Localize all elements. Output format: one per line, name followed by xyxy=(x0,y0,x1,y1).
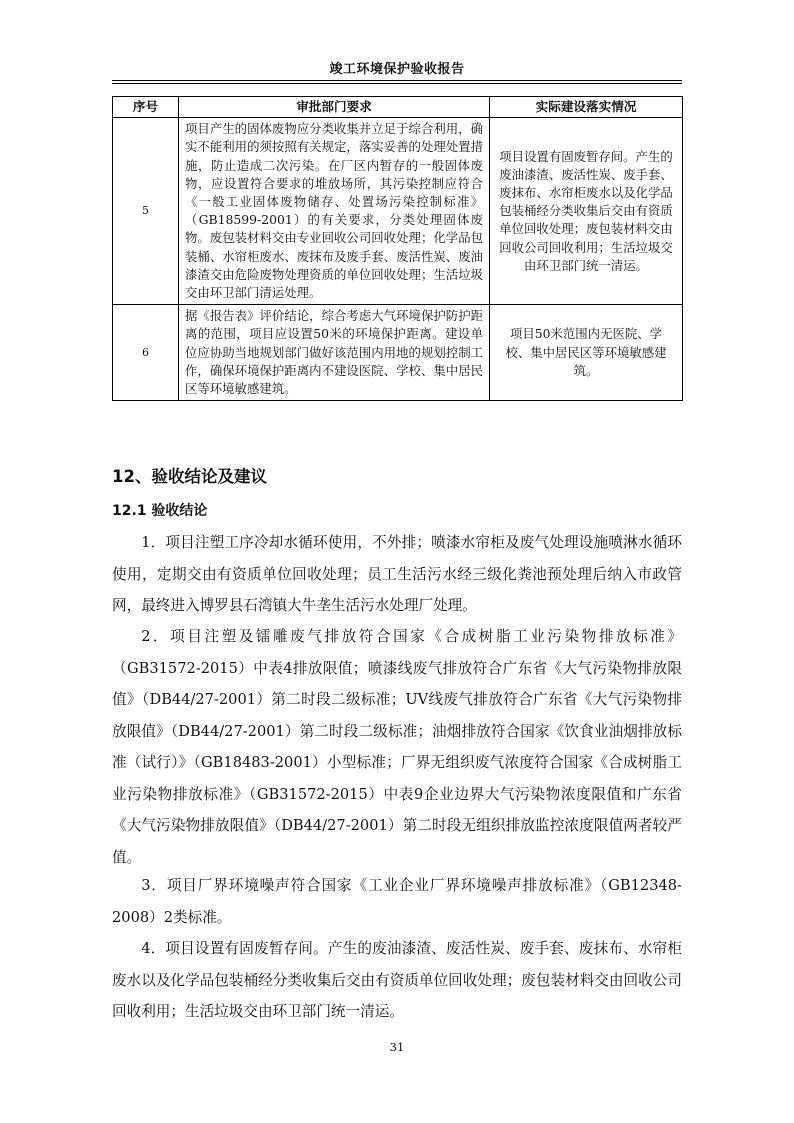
row-number: 5 xyxy=(113,118,179,305)
conclusion-paragraph-1: 1．项目注塑工序冷却水循环使用，不外排；喷漆水帘柜及废气处理设施喷淋水循环使用，定期交由有资质单位回收处理；员工生活污水经三级化粪池预处理后纳入市政管网，最终进入博罗县石湾镇大牛垄生活污水处理厂处理。 xyxy=(112,534,682,614)
header-rule xyxy=(112,80,682,81)
requirement-cell: 项目产生的固体废物应分类收集并立足于综合利用，确实不能利用的须按照有关规定，落实妥善的处理处置措施，防止造成二次污染。在厂区内暂存的一般固体废物，应设置符合要求的堆放场所，其污染控制应符合《一般工业固体废物储存、处置场污染控制标准》（GB18599-2001）的有关要求，分类处理固体废物。废包装材料交由专业回收公司回收处理；化学品包装桶、水帘柜废水、废抹布及废手套、废活性炭、废油漆渣交由危险废物处理资质的单位回收处理；生活垃圾交由环卫部门清运处理。 xyxy=(179,118,490,305)
subsection-heading: 12.1 验收结论 xyxy=(112,503,208,519)
conclusion-paragraph-2: 2．项目注塑及镭雕废气排放符合国家《合成树脂工业污染物排放标准》（GB31572-2015）中表4排放限值；喷漆线废气排放符合广东省《大气污染物排放限值》（DB44/27-2001）第二时段二级标准；UV线废气排放符合广东省《大气污染物排放限值》（DB44/27-2001）第二时段二级标准；油烟排放符合国家《饮食业油烟排放标准（试行）》（GB18483-2001）小型标准；厂界无组织废气浓度符合国家《合成树脂工业污染物排放标准》（GB31572-2015）中表9企业边界大气污染物浓度限值和广东省《大气污染物排放限值》（DB44/27-2001）第二时段无组织排放监控浓度限值两者较严值。 xyxy=(112,628,682,866)
row-number: 6 xyxy=(113,305,179,401)
table-row xyxy=(113,305,683,401)
conclusion-paragraph-3: 3．项目厂界环境噪声符合国家《工业企业厂界环境噪声排放标准》（GB12348-2008）2类标准。 xyxy=(112,877,682,926)
table-row xyxy=(113,118,683,305)
section-heading: 12、验收结论及建议 xyxy=(112,467,267,486)
column-header-requirement: 审批部门要求 xyxy=(179,97,490,118)
table-header-row xyxy=(113,97,683,118)
approval-requirements-table xyxy=(112,96,683,401)
column-header-implementation: 实际建设落实情况 xyxy=(490,97,683,118)
conclusion-paragraph-4: 4．项目设置有固废暂存间。产生的废油漆渣、废活性炭、废手套、废抹布、水帘柜废水以及化学品包装桶经分类收集后交由有资质单位回收处理；废包装材料交由回收公司回收利用；生活垃圾交由环卫部门统一清运。 xyxy=(112,940,682,1020)
page-number: 31 xyxy=(389,1040,405,1054)
column-header-number: 序号 xyxy=(113,97,179,118)
header-rule-thin xyxy=(112,83,682,84)
implementation-cell: 项目50米范围内无医院、学校、集中居民区等环境敏感建筑。 xyxy=(490,305,683,401)
page-header-title: 竣工环境保护验收报告 xyxy=(329,62,465,77)
requirement-cell: 据《报告表》评价结论，综合考虑大气环境保护防护距离的范围，项目应设置50米的环境保护距离。建设单位应协助当地规划部门做好该范围内用地的规划控制工作，确保环境保护距离内不建设医院、学校、集中居民区等环境敏感建筑。 xyxy=(179,305,490,401)
implementation-cell: 项目设置有固废暂存间。产生的废油漆渣、废活性炭、废手套、废抹布、水帘柜废水以及化学品包装桶经分类收集后交由有资质单位回收处理；废包装材料交由回收公司回收利用；生活垃圾交由环卫部门统一清运。 xyxy=(490,118,683,305)
